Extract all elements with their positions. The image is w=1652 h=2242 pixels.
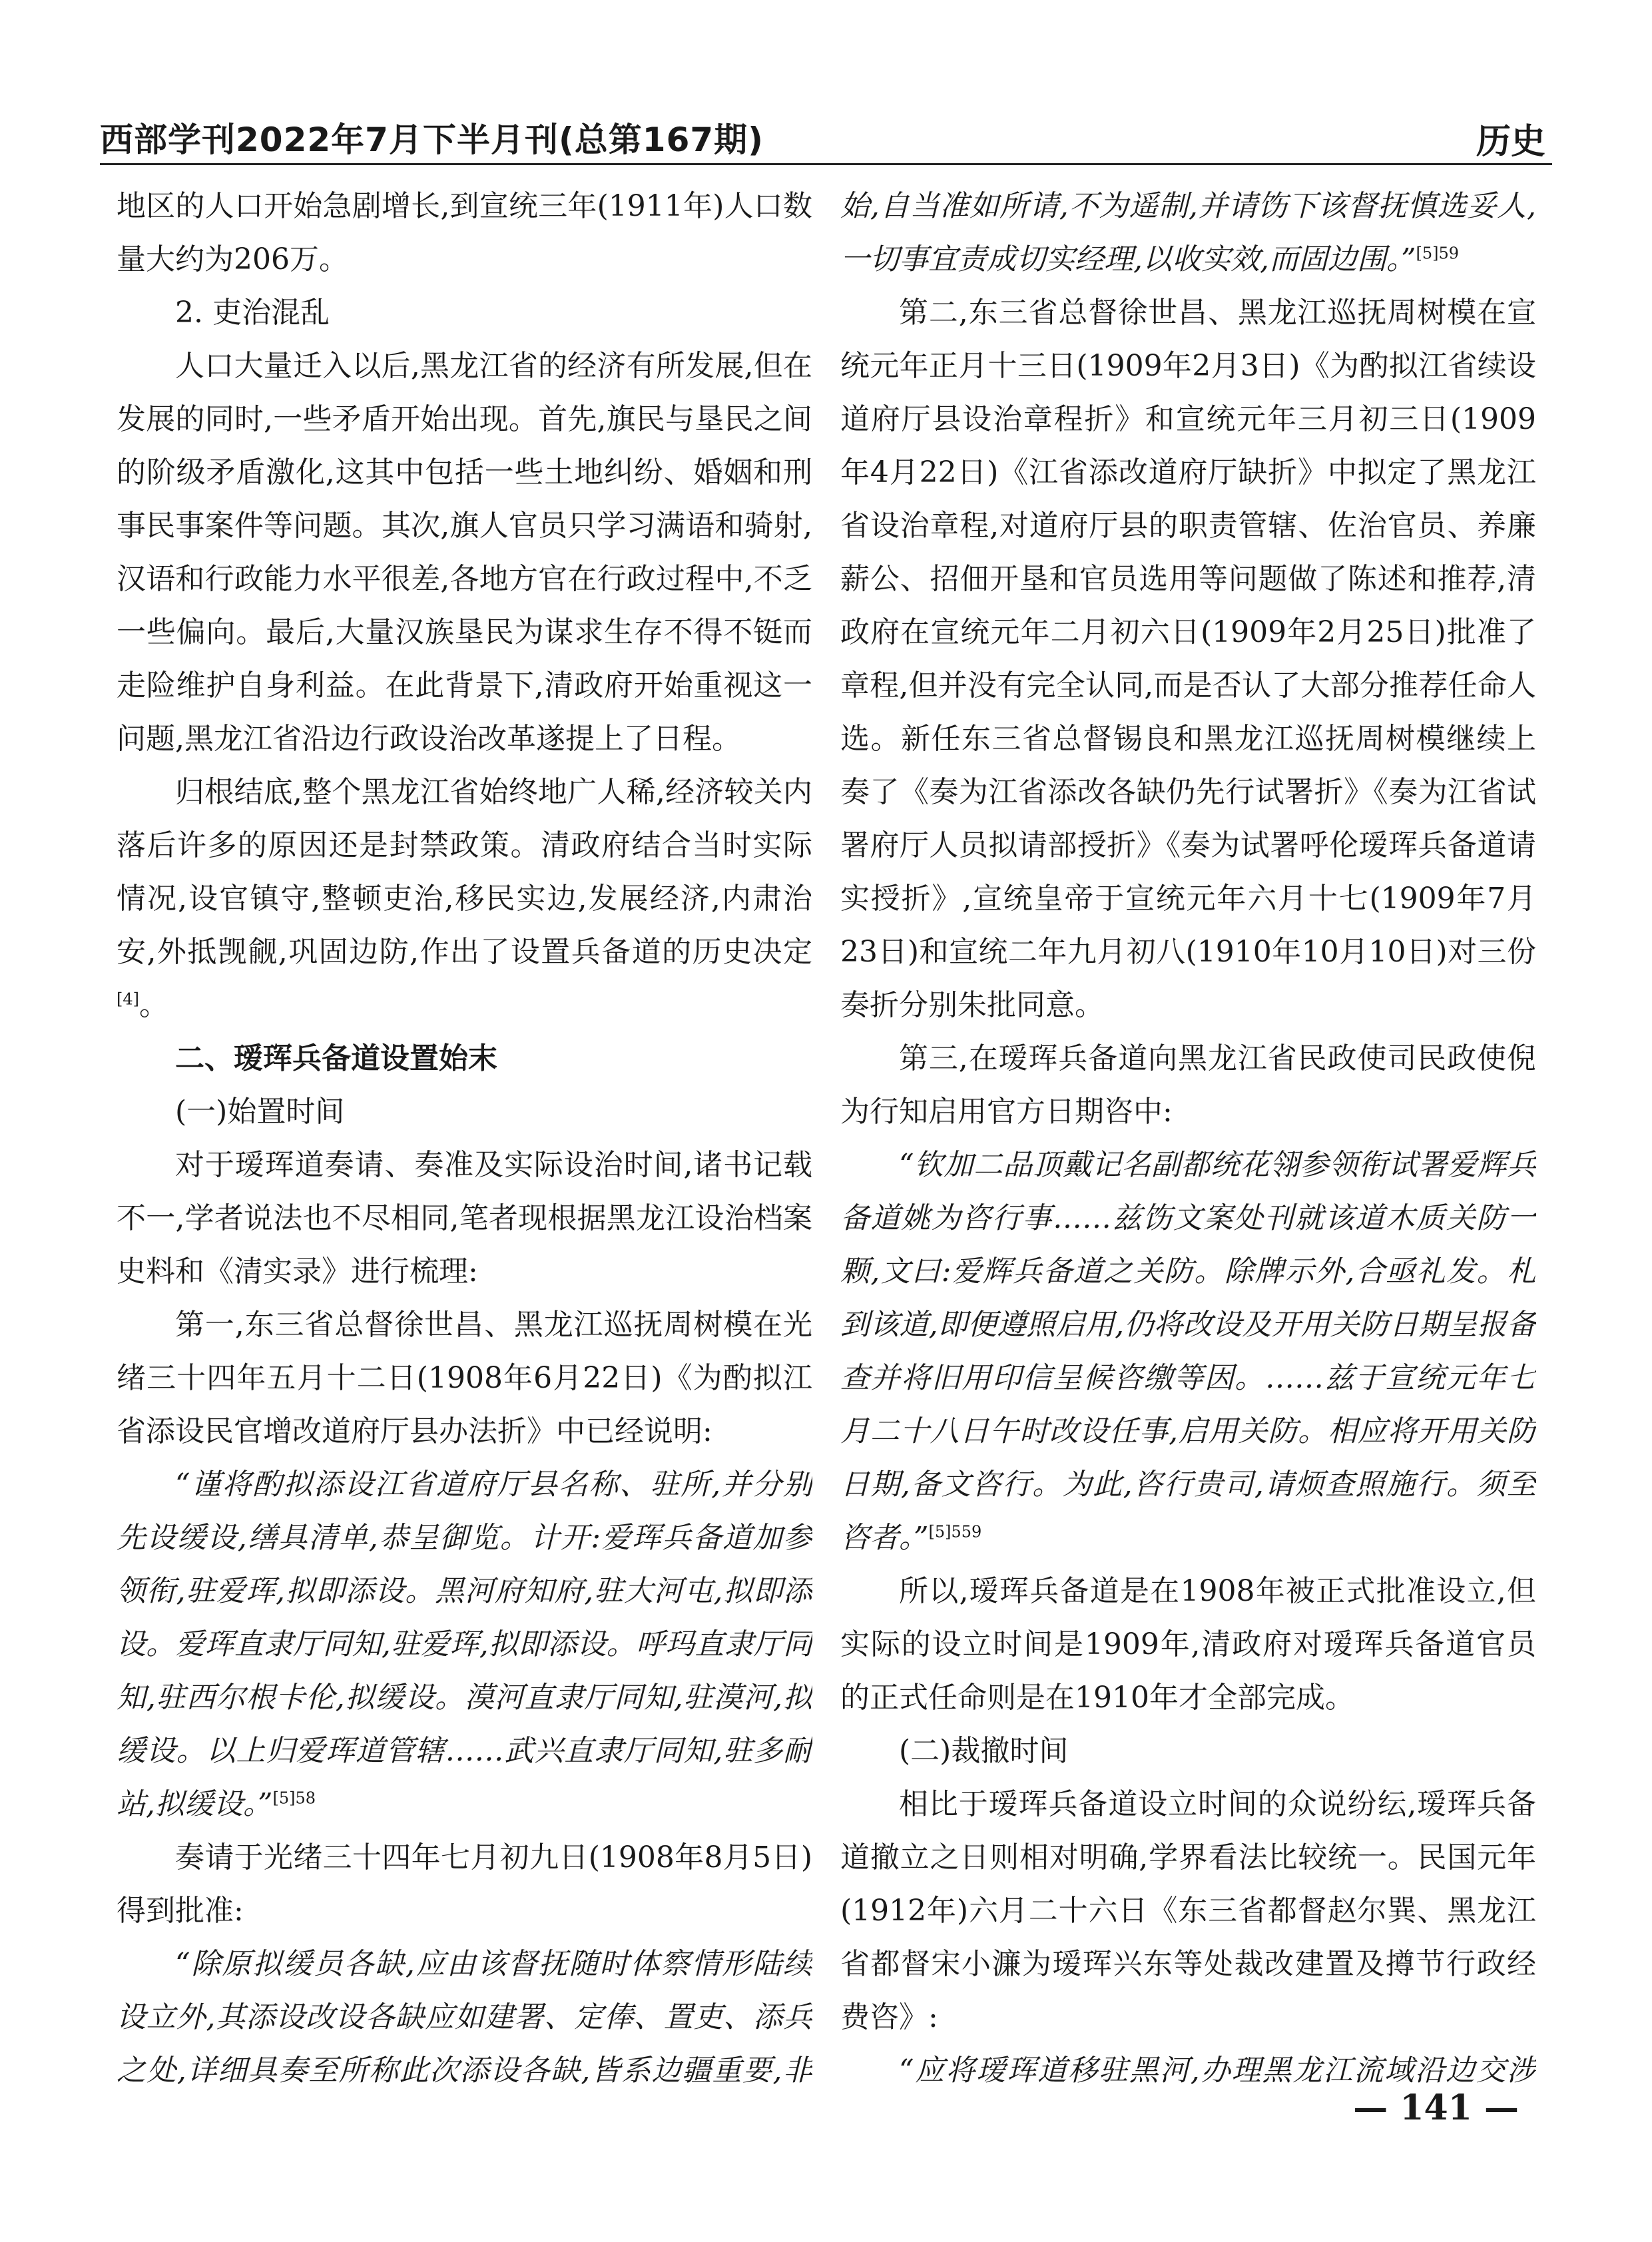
- paragraph-text: “钦加二品顶戴记名副都统花翎参领衔试署爱辉兵备道姚为咨行事……兹饬文案处刊就该道木质关防一颗,文曰:爱辉兵备道之关防。除牌示外,合亟礼发。札到该道,即便遵照启用,仍将改设及开用关防日期呈报备查并将旧用印信呈候咨缴等因。……兹于宣统元年七月二十八日午时改设任事,启用关防。相应将开用关防日期,备文咨行。为此,咨行贵司,请烦查照施行。须至咨者。”: [840, 1148, 1536, 1555]
- paragraph-text: 二、瑷珲兵备道设置始末: [175, 1041, 497, 1075]
- paragraph-text: 第一,东三省总督徐世昌、黑龙江巡抚周树模在光绪三十四年五月十二日(1908年6月22日)《为酌拟江省添设民官增改道府厅县办法折》中已经说明:: [117, 1308, 812, 1448]
- paragraph-tail: 。: [139, 988, 168, 1022]
- paragraph-text: (一)始置时间: [175, 1095, 345, 1129]
- paragraph-text: 相比于瑷珲兵备道设立时间的众说纷纭,瑷珲兵备道撤立之日则相对明确,学界看法比较统一。民国元年(1912年)六月二十六日《东三省都督赵尔巽、黑龙江省都督宋小濂为瑷珲兴东等处裁改建置及撙节行政经费咨》:: [840, 1787, 1536, 2034]
- paragraph-text: 第三,在瑷珲兵备道向黑龙江省民政使司民政使倪为行知启用官方日期咨中:: [840, 1041, 1536, 1129]
- paragraph-text: 始,自当准如所请,不为遥制,并请饬下该督抚慎选妥人,一切事宜责成切实经理,以收实效,而固边围。”: [840, 189, 1536, 276]
- paragraph: [117, 766, 812, 1032]
- paragraph-text: 所以,瑷珲兵备道是在1908年被正式批准设立,但实际的设立时间是1909年,清政府对瑷珲兵备道官员的正式任命则是在1910年才全部完成。: [840, 1574, 1536, 1715]
- paragraph-text: 2. 吏治混乱: [175, 296, 330, 330]
- right-column: [840, 180, 1536, 2084]
- citation-ref: [4]: [117, 989, 139, 1009]
- block-quote: [840, 1139, 1536, 1565]
- page-number: — 141 —: [1353, 2088, 1519, 2128]
- paragraph: [840, 286, 1536, 1032]
- section-heading: [117, 1032, 812, 1085]
- paragraph-text: “谨将酌拟添设江省道府厅县名称、驻所,并分别先设缓设,缮具清单,恭呈御览。计开:爱珲兵备道加参领衔,驻爱珲,拟即添设。黑河府知府,驻大河屯,拟即添设。爱珲直隶厅同知,驻爱珲,拟即添设。呼玛直隶厅同知,驻西尔根卡伦,拟缓设。漠河直隶厅同知,驻漠河,拟缓设。以上归爱珲道管辖……武兴直隶厅同知,驻多耐站,拟缓设。”: [117, 1468, 812, 1821]
- paragraph-text: 第二,东三省总督徐世昌、黑龙江巡抚周树模在宣统元年正月十三日(1909年2月3日)《为酌拟江省续设道府厅县设治章程折》和宣统元年三月初三日(1909年4月22日)《江省添改道府厅缺折》中拟定了黑龙江省设治章程,对道府厅县的职责管辖、佐治官员、养廉薪公、招佃开垦和官员选用等问题做了陈述和推荐,清政府在宣统元年二月初六日(1909年2月25日)批准了章程,但并没有完全认同,而是否认了大部分推荐任命人选。新任东三省总督锡良和黑龙江巡抚周树模继续上奏了《奏为江省添改各缺仍先行试署折》《奏为江省试署府厅人员拟请部授折》《奏为试署呼伦瑷珲兵备道请实授折》,宣统皇帝于宣统元年六月十七(1909年7月23日)和宣统二年九月初八(1910年10月10日)对三份奏折分别朱批同意。: [840, 296, 1536, 1022]
- paragraph-text: “应将瑷珲道移驻黑河,办理黑龙江流域沿边交涉: [899, 2054, 1536, 2084]
- paragraph: [117, 180, 812, 286]
- left-column: [117, 180, 812, 2084]
- block-quote: [117, 1938, 812, 2084]
- paragraph: [117, 1139, 812, 1298]
- paragraph-text: (二)裁撤时间: [899, 1734, 1069, 1768]
- paragraph-text: 人口大量迁入以后,黑龙江省的经济有所发展,但在发展的同时,一些矛盾开始出现。首先,旗民与垦民之间的阶级矛盾激化,这其中包括一些土地纠纷、婚姻和刑事民事案件等问题。其次,旗人官员只学习满语和骑射,汉语和行政能力水平很差,各地方官在行政过程中,不乏一些偏向。最后,大量汉族垦民为谋求生存不得不铤而走险维护自身利益。在此背景下,清政府开始重视这一问题,黑龙江省沿边行政设治改革遂提上了日程。: [117, 349, 812, 756]
- header-rule: [100, 163, 1552, 165]
- paragraph-text: 归根结底,整个黑龙江省始终地广人稀,经济较关内落后许多的原因还是封禁政策。清政府结合当时实际情况,设官镇守,整顿吏治,移民实边,发展经济,内肃治安,外抵觊觎,巩固边防,作出了设置兵备道的历史决定: [117, 775, 812, 969]
- paragraph: [840, 1565, 1536, 1725]
- subsection-heading: [117, 1085, 812, 1139]
- subsection-heading: [840, 1725, 1536, 1778]
- paragraph: [840, 1778, 1536, 2044]
- citation-ref: [5]559: [928, 1522, 982, 1541]
- citation-ref: [5]59: [1416, 244, 1460, 263]
- paragraph-text: “除原拟缓员各缺,应由该督抚随时体察情形陆续设立外,其添设改设各缺应如建署、定俸、置吏、添兵之处,详细具奏至所称此次添设各缺,皆系边疆重要,非: [117, 1947, 812, 2084]
- section-label: 历史: [1476, 122, 1545, 162]
- paragraph-text: 对于瑷珲道奏请、奏准及实际设治时间,诸书记载不一,学者说法也不尽相同,笔者现根据黑龙江设治档案史料和《清实录》进行梳理:: [117, 1148, 812, 1288]
- paragraph-text: 奏请于光绪三十四年七月初九日(1908年8月5日)得到批准:: [117, 1840, 812, 1928]
- block-quote: [840, 180, 1536, 286]
- citation-ref: [5]58: [272, 1789, 316, 1808]
- subsection-heading: [117, 286, 812, 340]
- paragraph: [117, 340, 812, 766]
- block-quote: [840, 2044, 1536, 2084]
- paragraph: [117, 1831, 812, 1938]
- block-quote: [117, 1458, 812, 1831]
- journal-issue: 西部学刊2022年7月下半月刊(总第167期): [100, 121, 764, 159]
- paragraph: [117, 1298, 812, 1458]
- paragraph-text: 地区的人口开始急剧增长,到宣统三年(1911年)人口数量大约为206万。: [117, 189, 812, 276]
- paragraph: [840, 1032, 1536, 1139]
- page-header: [100, 100, 1552, 166]
